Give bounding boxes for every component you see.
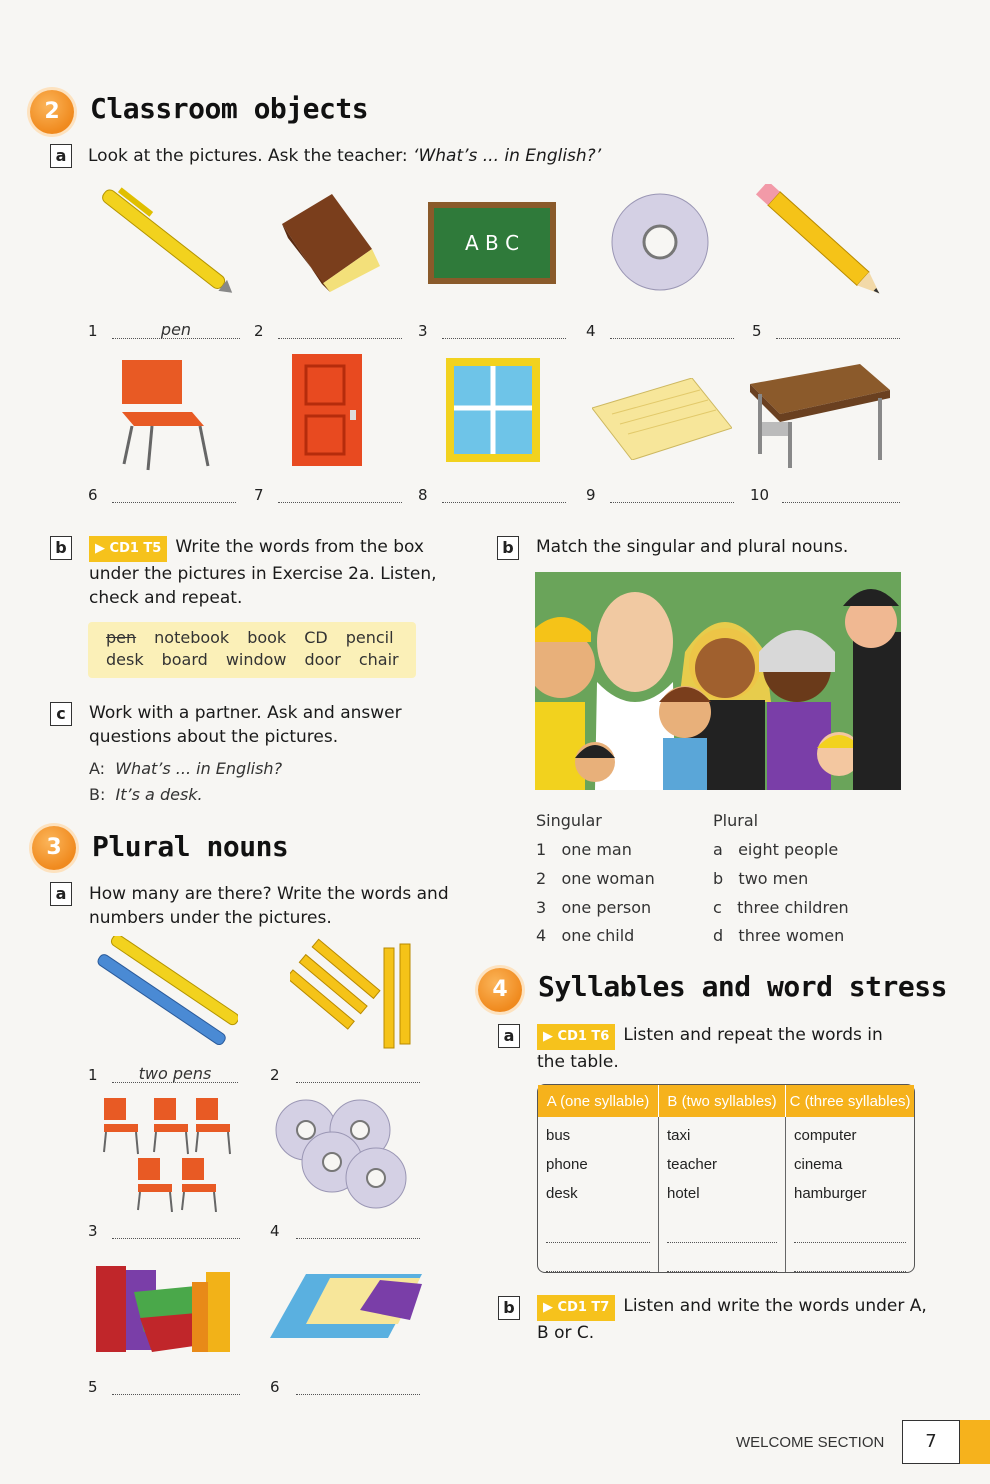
item-letter: b bbox=[713, 869, 724, 888]
item-letter: d bbox=[713, 926, 724, 945]
answer-line[interactable]: pen bbox=[112, 320, 240, 339]
door-icon bbox=[292, 354, 362, 466]
answer-line[interactable]: two pens bbox=[112, 1064, 238, 1083]
instruction-text: Listen and write the words under A, B or C. bbox=[537, 1296, 927, 1343]
column-header: A (one syllable) bbox=[538, 1085, 659, 1117]
section-title: Syllables and word stress bbox=[538, 970, 947, 1003]
answer-line[interactable] bbox=[794, 1249, 906, 1272]
plural-item bbox=[713, 926, 844, 945]
item-number: 6 bbox=[270, 1378, 280, 1396]
answer-line[interactable] bbox=[610, 320, 734, 339]
answer-line[interactable] bbox=[112, 1220, 240, 1239]
item-number: 3 bbox=[536, 898, 547, 917]
plural-header: Plural bbox=[713, 811, 759, 830]
singular-item bbox=[536, 869, 655, 888]
word-box-word: door bbox=[304, 650, 341, 669]
item-number: 5 bbox=[88, 1378, 98, 1396]
word-box-word: pen bbox=[106, 628, 137, 647]
item-number: 1 bbox=[88, 322, 98, 340]
section-title: Plural nouns bbox=[92, 830, 289, 863]
item-number: 3 bbox=[88, 1222, 98, 1240]
page-number: 7 bbox=[902, 1420, 960, 1464]
item-number: 4 bbox=[270, 1222, 280, 1240]
pencil-icon bbox=[748, 184, 898, 309]
answer-line[interactable] bbox=[112, 1376, 240, 1395]
answer-line[interactable] bbox=[546, 1220, 650, 1243]
books-icon bbox=[96, 1262, 232, 1362]
answer-line[interactable] bbox=[667, 1220, 777, 1243]
item-text: one child bbox=[561, 926, 635, 945]
singular-item bbox=[536, 840, 632, 859]
item-letter: a bbox=[713, 840, 723, 859]
exercise-letter: b bbox=[50, 536, 72, 560]
dialog-line bbox=[89, 759, 282, 778]
table-cell: bus bbox=[546, 1127, 571, 1144]
answer-line[interactable] bbox=[546, 1249, 650, 1272]
pen-icon bbox=[88, 180, 238, 300]
pencils-icon bbox=[290, 938, 420, 1056]
word-box-word: board bbox=[161, 650, 208, 669]
item-letter: c bbox=[713, 898, 722, 917]
board-text: A B C bbox=[464, 231, 520, 255]
exercise-instruction bbox=[88, 144, 601, 168]
item-number: 5 bbox=[752, 322, 762, 340]
desk-icon bbox=[750, 364, 890, 474]
cd-track-label[interactable]: ▶ CD1 T7 bbox=[537, 1295, 615, 1321]
item-number: 1 bbox=[536, 840, 547, 859]
word-box-word: notebook bbox=[154, 628, 230, 647]
answer-line[interactable] bbox=[776, 320, 900, 339]
item-number: 1 bbox=[88, 1066, 98, 1084]
item-text: eight people bbox=[738, 840, 839, 859]
chairs-icon bbox=[100, 1096, 236, 1212]
word-box-word: desk bbox=[106, 650, 144, 669]
answer-line[interactable] bbox=[782, 484, 900, 503]
item-text: one person bbox=[561, 898, 652, 917]
dialog-line bbox=[89, 785, 203, 804]
exercise-instruction: Match the singular and plural nouns. bbox=[536, 537, 849, 557]
word-box-word: CD bbox=[304, 628, 328, 647]
exercise-instruction bbox=[89, 535, 439, 610]
plural-item bbox=[713, 869, 808, 888]
window-icon bbox=[446, 358, 540, 462]
item-number: 3 bbox=[418, 322, 428, 340]
plural-item bbox=[713, 898, 849, 917]
dialog-text: It’s a desk. bbox=[115, 785, 203, 804]
answer-line[interactable] bbox=[278, 484, 402, 503]
instruction-text: Write the words from the box under the pictures in Exercise 2a. Listen, check and repeat. bbox=[89, 537, 437, 608]
answer-line[interactable] bbox=[296, 1064, 420, 1083]
item-text: one man bbox=[561, 840, 632, 859]
item-number: 2 bbox=[254, 322, 264, 340]
exercise-letter: b bbox=[498, 1296, 520, 1320]
syllable-table bbox=[537, 1084, 915, 1273]
singular-header: Singular bbox=[536, 811, 602, 830]
table-column bbox=[786, 1117, 914, 1272]
exercise-letter: a bbox=[50, 882, 72, 906]
instruction-italic: ‘What’s ... in English?’ bbox=[413, 146, 602, 166]
exercise-letter: a bbox=[50, 144, 72, 168]
notebook-icon bbox=[592, 378, 732, 460]
item-text: three women bbox=[738, 926, 845, 945]
plural-item bbox=[713, 840, 838, 859]
answer-line[interactable] bbox=[442, 320, 566, 339]
answer-line[interactable] bbox=[610, 484, 734, 503]
singular-item bbox=[536, 926, 634, 945]
table-cell: taxi bbox=[667, 1127, 691, 1144]
word-box-word: book bbox=[247, 628, 287, 647]
item-number: 4 bbox=[586, 322, 596, 340]
table-column bbox=[538, 1117, 659, 1272]
book-icon bbox=[272, 194, 382, 294]
table-cell: computer bbox=[794, 1127, 857, 1144]
chair-icon bbox=[112, 354, 212, 472]
table-cell: teacher bbox=[667, 1156, 718, 1173]
table-cell: cinema bbox=[794, 1156, 843, 1173]
footer-section-label: WELCOME SECTION bbox=[736, 1434, 885, 1451]
table-cell: phone bbox=[546, 1156, 588, 1173]
column-header: C (three syllables) bbox=[786, 1085, 914, 1117]
board-icon bbox=[426, 200, 558, 288]
exercise-instruction bbox=[537, 1294, 937, 1345]
section-number-badge: 2 bbox=[30, 90, 74, 134]
word-box-word: pencil bbox=[345, 628, 394, 647]
answer-line[interactable] bbox=[794, 1220, 906, 1243]
exercise-instruction: Work with a partner. Ask and answer questions about the pictures. bbox=[89, 703, 402, 747]
item-text: one woman bbox=[561, 869, 655, 888]
exercise-instruction: How many are there? Write the words and numbers under the pictures. bbox=[89, 884, 449, 928]
table-cell: desk bbox=[546, 1185, 578, 1202]
instruction-text: Look at the pictures. Ask the teacher: bbox=[88, 146, 414, 166]
cd-track-label[interactable]: ▶ CD1 T6 bbox=[537, 1024, 615, 1050]
answer-line[interactable] bbox=[112, 484, 236, 503]
word-box-word: chair bbox=[358, 650, 399, 669]
cd-track-label[interactable]: ▶ CD1 T5 bbox=[89, 536, 167, 562]
dialog-text: What’s ... in English? bbox=[115, 759, 283, 778]
cd-icon bbox=[610, 192, 710, 292]
section-number-badge: 3 bbox=[32, 826, 76, 870]
cds-icon bbox=[272, 1098, 410, 1210]
singular-item bbox=[536, 898, 651, 917]
section-title: Classroom objects bbox=[90, 92, 369, 125]
word-box-row bbox=[106, 650, 417, 669]
page-tab bbox=[960, 1420, 990, 1464]
answer-line[interactable] bbox=[296, 1376, 420, 1395]
dialog-speaker: B: bbox=[89, 785, 106, 804]
table-cell: hamburger bbox=[794, 1185, 867, 1202]
item-number: 7 bbox=[254, 486, 264, 504]
word-box-word: window bbox=[225, 650, 287, 669]
exercise-letter: c bbox=[50, 702, 72, 726]
item-number: 8 bbox=[418, 486, 428, 504]
item-text: three children bbox=[737, 898, 849, 917]
pens-icon bbox=[92, 936, 238, 1046]
word-box-row bbox=[106, 628, 412, 647]
word-box bbox=[88, 622, 416, 678]
dialog-speaker: A: bbox=[89, 759, 106, 778]
instruction-text: Listen and repeat the words in the table. bbox=[537, 1025, 883, 1072]
answer-line[interactable] bbox=[442, 484, 566, 503]
item-number: 2 bbox=[270, 1066, 280, 1084]
people-illustration bbox=[535, 572, 901, 790]
table-column bbox=[659, 1117, 786, 1272]
answer-line[interactable] bbox=[278, 320, 402, 339]
table-cell: hotel bbox=[667, 1185, 700, 1202]
exercise-letter: a bbox=[498, 1024, 520, 1048]
section-number-badge: 4 bbox=[478, 968, 522, 1012]
item-number: 10 bbox=[750, 486, 770, 504]
answer-line[interactable] bbox=[296, 1220, 420, 1239]
answer-line[interactable] bbox=[667, 1249, 777, 1272]
item-number: 6 bbox=[88, 486, 98, 504]
column-header: B (two syllables) bbox=[659, 1085, 786, 1117]
notebooks-icon bbox=[270, 1270, 422, 1346]
item-text: two men bbox=[738, 869, 809, 888]
exercise-letter: b bbox=[497, 536, 519, 560]
item-number: 4 bbox=[536, 926, 547, 945]
item-number: 9 bbox=[586, 486, 596, 504]
item-number: 2 bbox=[536, 869, 547, 888]
exercise-instruction bbox=[537, 1023, 907, 1074]
